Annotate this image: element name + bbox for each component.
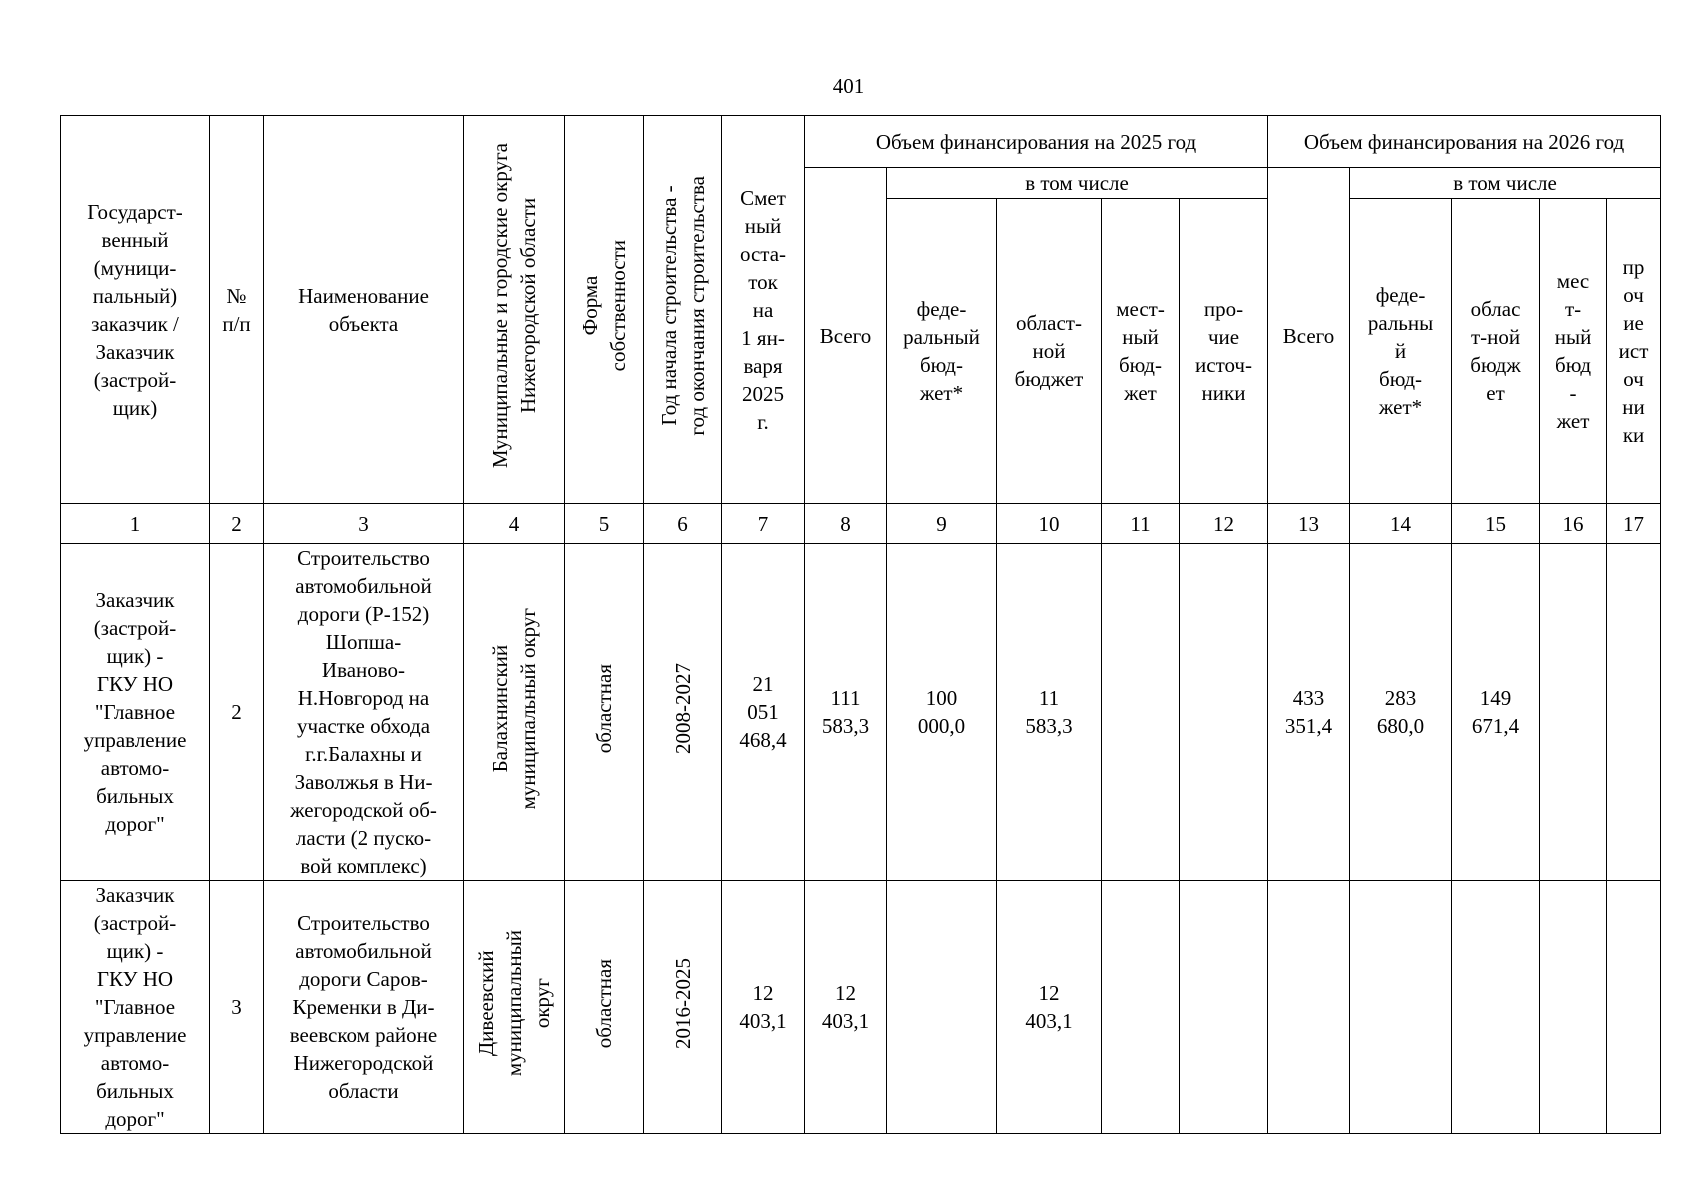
row-customer: Заказчик (застрой- щик) - ГКУ НО "Главное управление автомо- бильных дорог": [61, 881, 210, 1134]
row-total-2026: [1268, 881, 1350, 1134]
column-number: 14: [1350, 504, 1452, 544]
row-loc-2025: [1102, 544, 1180, 881]
header-object-name: Наименование объекта: [264, 116, 464, 504]
row-years-text: 2008-2027: [670, 663, 695, 754]
row-reg-2025: 12 403,1: [997, 881, 1102, 1134]
header-years-text: Год начала строительства - год окончания строительства: [656, 176, 709, 436]
header-funding-2025: Объем финансирования на 2025 год: [805, 116, 1268, 168]
column-number: 3: [264, 504, 464, 544]
row-customer: Заказчик (застрой- щик) - ГКУ НО "Главное управление автомо- бильных дорог": [61, 544, 210, 881]
column-number: 12: [1180, 504, 1268, 544]
row-years: [644, 881, 722, 1134]
row-total-2025: 12 403,1: [805, 881, 887, 1134]
column-number: 10: [997, 504, 1102, 544]
page-number: 401: [832, 74, 865, 98]
column-number: 9: [887, 504, 997, 544]
row-years: [644, 544, 722, 881]
header-loc-2026: мес т- ный бюд - жет: [1540, 199, 1607, 504]
row-oth-2025: [1180, 544, 1268, 881]
header-years: [644, 116, 722, 504]
column-number: 17: [1607, 504, 1661, 544]
row-loc-2026: [1540, 881, 1607, 1134]
row-ownership-text: областная: [592, 663, 616, 754]
header-reg-2025: област- ной бюджет: [997, 199, 1102, 504]
row-municipality: [464, 544, 565, 881]
row-ownership: [565, 881, 644, 1134]
column-number: 5: [565, 504, 644, 544]
column-number: 11: [1102, 504, 1180, 544]
row-oth-2025: [1180, 881, 1268, 1134]
row-oth-2026: [1607, 881, 1661, 1134]
header-municipality-text: Муниципальные и городские округа Нижегородской области: [488, 143, 540, 469]
column-number: 7: [722, 504, 805, 544]
row-ownership: [565, 544, 644, 881]
column-number: 2: [210, 504, 264, 544]
column-number: 4: [464, 504, 565, 544]
column-number: 16: [1540, 504, 1607, 544]
header-incl-2026: в том числе: [1350, 168, 1661, 199]
row-municipality: [464, 881, 565, 1134]
row-object-name: Строительство автомобильной дороги (Р-152) Шопша- Иваново- Н.Новгород на участке обхода г.г.Балахны и Заволжья в Ни- жегородской об- ласти (2 пуско- вой комплекс): [264, 544, 464, 881]
row-loc-2026: [1540, 544, 1607, 881]
row-years-text: 2016-2025: [670, 958, 695, 1049]
row-municipality-text: Дивеевский муниципальный округ: [474, 930, 554, 1077]
header-total-2025: Всего: [805, 168, 887, 504]
header-fed-2025: феде- ральный бюд- жет*: [887, 199, 997, 504]
row-num: 3: [210, 881, 264, 1134]
column-number: 1: [61, 504, 210, 544]
row-fed-2026: [1350, 881, 1452, 1134]
column-number: 8: [805, 504, 887, 544]
row-ownership-text: областная: [592, 958, 616, 1049]
row-total-2025: 111 583,3: [805, 544, 887, 881]
header-estimate: Смет ный оста- ток на 1 ян- варя 2025 г.: [722, 116, 805, 504]
header-row-1: [61, 116, 1661, 168]
header-loc-2025: мест- ный бюд- жет: [1102, 199, 1180, 504]
header-total-2026: Всего: [1268, 168, 1350, 504]
financing-table: [60, 115, 1661, 1134]
header-customer: Государст- венный (муници- пальный) заказчик / Заказчик (застрой- щик): [61, 116, 210, 504]
header-oth-2026: пр оч ие ист оч ни ки: [1607, 199, 1661, 504]
row-loc-2025: [1102, 881, 1180, 1134]
header-reg-2026: облас т-ной бюдж ет: [1452, 199, 1540, 504]
header-incl-2025: в том числе: [887, 168, 1268, 199]
column-number: 13: [1268, 504, 1350, 544]
row-oth-2026: [1607, 544, 1661, 881]
row-object-name: Строительство автомобильной дороги Саров- Кременки в Ди- веевском районе Нижегородской области: [264, 881, 464, 1134]
row-num: 2: [210, 544, 264, 881]
row-reg-2025: 11 583,3: [997, 544, 1102, 881]
row-fed-2025: [887, 881, 997, 1134]
column-number-row: [61, 504, 1661, 544]
row-municipality-text: Балахнинский муниципальный округ: [488, 607, 540, 810]
row-reg-2026: 149 671,4: [1452, 544, 1540, 881]
header-municipality: [464, 116, 565, 504]
table-row: [61, 881, 1661, 1134]
row-reg-2026: [1452, 881, 1540, 1134]
row-total-2026: 433 351,4: [1268, 544, 1350, 881]
column-number: 6: [644, 504, 722, 544]
row-estimate: 12 403,1: [722, 881, 805, 1134]
header-oth-2025: про- чие источ- ники: [1180, 199, 1268, 504]
header-ownership: [565, 116, 644, 504]
table-row: [61, 544, 1661, 881]
header-fed-2026: феде- ральны й бюд- жет*: [1350, 199, 1452, 504]
row-estimate: 21 051 468,4: [722, 544, 805, 881]
row-fed-2025: 100 000,0: [887, 544, 997, 881]
header-num: № п/п: [210, 116, 264, 504]
row-fed-2026: 283 680,0: [1350, 544, 1452, 881]
header-funding-2026: Объем финансирования на 2026 год: [1268, 116, 1661, 168]
column-number: 15: [1452, 504, 1540, 544]
header-ownership-text: Форма собственности: [578, 240, 630, 372]
